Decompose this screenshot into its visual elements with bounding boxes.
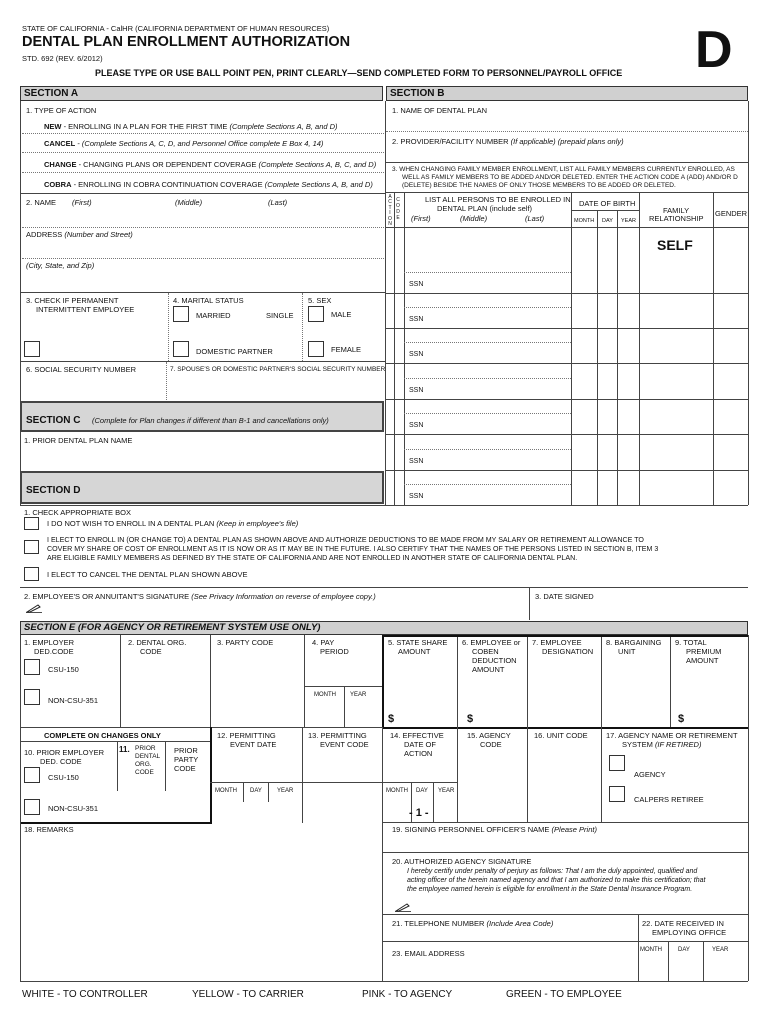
divider [20, 361, 385, 362]
signature-note: (See Privacy Information on reverse of employee copy.) [191, 592, 376, 601]
cert-line3: the employee named herein is eligible for enrollment in the State Dental Insurance Program. [407, 886, 693, 893]
f21-label: 21. TELEPHONE NUMBER [392, 919, 487, 928]
divider [22, 227, 384, 228]
marital-label: 4. MARITAL STATUS [173, 296, 244, 305]
f7-label: 7. EMPLOYEE [532, 638, 582, 647]
f12-year: YEAR [277, 788, 294, 794]
f22-day: DAY [678, 947, 690, 953]
row-line [385, 399, 748, 400]
divider [386, 131, 748, 132]
address-label: ADDRESS [26, 230, 63, 239]
frame-left [20, 821, 21, 981]
new-text: - ENROLLING IN A PLAN FOR THE FIRST TIME [61, 122, 230, 131]
thick-line [210, 727, 212, 823]
noncsu-checkbox[interactable] [24, 689, 40, 705]
ssn-row: SSN [409, 316, 424, 323]
divider [166, 362, 167, 400]
code-vertical [395, 197, 401, 221]
f4-year: YEAR [350, 692, 367, 698]
male-label: MALE [331, 310, 352, 319]
col-line [382, 822, 383, 981]
divider [168, 293, 169, 361]
type-of-action: 1. TYPE OF ACTION [26, 106, 97, 115]
divider [302, 293, 303, 361]
complete-changes: COMPLETE ON CHANGES ONLY [44, 731, 161, 740]
check-perm-label: 3. CHECK IF PERMANENT [26, 296, 119, 305]
action-vertical [387, 195, 393, 227]
pen-icon [395, 902, 411, 912]
f14-label: 14. EFFECTIVE [390, 731, 444, 740]
col-line [527, 727, 528, 823]
opt2-line3: ARE ELIGIBLE FAMILY MEMBERS AS DEFINED BY THE STATE OF CALIFORNIA AND ARE NOT ENROLLED IN ANOTHER STATE OF CALIFORNIA DENTAL PLAN. [47, 554, 578, 562]
col-line [597, 211, 598, 505]
divider [385, 192, 748, 193]
sex-label: 5. SEX [308, 296, 332, 305]
new-label: NEW [44, 122, 62, 131]
f22-label: 22. DATE RECEIVED IN [642, 919, 724, 928]
f20-label: 20. AUTHORIZED AGENCY SIGNATURE [392, 857, 532, 866]
col-line [210, 635, 211, 727]
self-label: SELF [657, 237, 693, 253]
opt3-text: I ELECT TO CANCEL THE DENTAL PLAN SHOWN ABOVE [47, 570, 248, 579]
ssn-row: SSN [409, 458, 424, 465]
col-line [382, 727, 383, 823]
col-line [457, 635, 458, 727]
section-c-title: SECTION C [26, 415, 81, 426]
col-line [638, 914, 639, 981]
dob-month: MONTH [574, 218, 595, 224]
f9-label2: PREMIUM [686, 647, 722, 656]
row-sep [404, 378, 571, 379]
cancel-plan-checkbox[interactable] [24, 567, 39, 581]
f1-label: 1. EMPLOYER [24, 638, 75, 647]
footer-pink: PINK - TO AGENCY [362, 989, 453, 1000]
f8-label2: UNIT [618, 647, 636, 656]
f17-note: (IF RETIRED) [654, 740, 702, 749]
f9-label3: AMOUNT [686, 656, 719, 665]
divider [433, 782, 434, 822]
section-c-note: (Complete for Plan changes if different than B-1 and cancellations only) [92, 416, 329, 425]
col-line [302, 727, 303, 823]
col-line [457, 727, 458, 823]
f3-label: 3. PARTY CODE [217, 638, 274, 647]
f10-label2: DED. CODE [40, 757, 82, 766]
change-note-3: (DELETE) BESIDE THE NAMES OF ONLY THOSE MEMBERS TO BE ADDED OR DELETED. [402, 182, 676, 189]
csu150-checkbox[interactable] [24, 659, 40, 675]
divider [382, 822, 748, 823]
f6-dollar: $ [467, 713, 474, 725]
f6-label2: COBEN [472, 647, 499, 656]
f15-label2: CODE [480, 740, 502, 749]
f5-label2: AMOUNT [398, 647, 431, 656]
change-note: (Complete Sections A, B, C, and D) [258, 160, 377, 169]
col-line [527, 635, 528, 727]
divider [382, 914, 748, 915]
col-line [639, 193, 640, 505]
row-sep [404, 342, 571, 343]
code-letter: E [396, 215, 400, 221]
code-letter: O [396, 203, 400, 209]
row-sep [404, 413, 571, 414]
action-letter: C [388, 199, 392, 206]
section-b-title: SECTION B [390, 88, 445, 99]
action-letter: A [388, 194, 392, 200]
ssn-row: SSN [409, 281, 424, 288]
change-label: CHANGE [44, 160, 77, 169]
spouse-ssn-label: 7. SPOUSE'S OR DOMESTIC PARTNER'S SOCIAL SECURITY NUMBER [170, 366, 386, 373]
divider [22, 152, 384, 153]
action-letter: I [389, 210, 391, 217]
ssn-label: 6. SOCIAL SECURITY NUMBER [26, 365, 137, 374]
name-middle: (Middle) [175, 198, 203, 207]
frame-left [20, 635, 21, 821]
married-checkbox[interactable] [173, 306, 189, 322]
ssn-row: SSN [409, 351, 424, 358]
divider [20, 505, 748, 506]
b-middle: (Middle) [460, 214, 488, 223]
divider [385, 227, 748, 228]
f12-label2: EVENT DATE [230, 740, 277, 749]
agency-checkbox[interactable] [609, 755, 625, 771]
footer-white: WHITE - TO CONTROLLER [22, 989, 148, 1000]
col-line [571, 193, 572, 505]
male-checkbox[interactable] [308, 306, 324, 322]
cert-line2: acting officer of the herein named agency and that I am authorized to make this certification; that [407, 877, 706, 884]
check-box-label: 1. CHECK APPROPRIATE BOX [24, 508, 131, 517]
pen-icon [26, 603, 42, 613]
row-line [385, 328, 748, 329]
col-line [404, 193, 405, 505]
f7-label2: DESIGNATION [542, 647, 594, 656]
row-sep [404, 272, 571, 273]
f23-label: 23. EMAIL ADDRESS [392, 949, 465, 958]
f12-month: MONTH [215, 788, 237, 794]
prior-csu150-label: CSU-150 [48, 773, 79, 782]
divider [385, 162, 748, 163]
no-enroll-checkbox[interactable] [24, 517, 39, 530]
divider [20, 587, 748, 588]
f6-label3: DEDUCTION [472, 656, 517, 665]
prior-party3: CODE [174, 764, 196, 773]
provider-label: 2. PROVIDER/FACILITY NUMBER [392, 137, 511, 146]
f6-label: 6. EMPLOYEE or [462, 638, 521, 647]
f4-label2: PERIOD [320, 647, 349, 656]
col-line [117, 741, 118, 791]
row-line [385, 293, 748, 294]
dob-label: DATE OF BIRTH [579, 199, 636, 208]
dob-year: YEAR [621, 218, 636, 224]
col-line [713, 193, 714, 505]
cobra-label: COBRA [44, 180, 72, 189]
code-letter: C [396, 197, 400, 203]
f22-month: MONTH [640, 947, 662, 953]
dob-day: DAY [602, 218, 613, 224]
cert-line1: I hereby certify under penalty of perjury as follows: That I am the duly appointed, qualified and [407, 868, 698, 875]
cancel-label: CANCEL [44, 139, 76, 148]
f5-dollar: $ [388, 713, 395, 725]
check-perm-label2: INTERMITTENT EMPLOYEE [36, 305, 135, 314]
f12-label: 12. PERMITTING [217, 731, 276, 740]
new-note: (Complete Sections A, B, and D) [229, 122, 338, 131]
f21-note: (Include Area Code) [486, 919, 554, 928]
f11-label4: CODE [135, 769, 154, 776]
thick-line [382, 727, 748, 729]
single-label: SINGLE [266, 311, 294, 320]
footer-yellow: YELLOW - TO CARRIER [192, 989, 304, 1000]
list-all-label: LIST ALL PERSONS TO BE ENROLLED IN [425, 195, 571, 204]
plan-name-label: 1. NAME OF DENTAL PLAN [392, 106, 488, 115]
divider [22, 258, 384, 259]
opt1-note: (Keep in employee's file) [216, 519, 299, 528]
divider [703, 941, 704, 981]
divider [304, 686, 382, 687]
female-checkbox[interactable] [308, 341, 324, 357]
row-sep [404, 449, 571, 450]
name-first: (First) [72, 198, 92, 207]
divider [668, 941, 669, 981]
divider [22, 172, 384, 173]
section-e-title: SECTION E (FOR AGENCY OR RETIREMENT SYSTEM USE ONLY) [24, 622, 321, 633]
opt1-text: I DO NOT WISH TO ENROLL IN A DENTAL PLAN [47, 519, 217, 528]
row-line [385, 434, 748, 435]
divider [344, 686, 345, 727]
f14-label3: ACTION [404, 749, 433, 758]
action-letter: T [388, 204, 392, 211]
divider [20, 981, 748, 982]
address-note: (Number and Street) [62, 230, 133, 239]
married-label: MARRIED [196, 311, 231, 320]
f8-label: 8. BARGAINING [606, 638, 662, 647]
row-sep [404, 307, 571, 308]
f19-label: 19. SIGNING PERSONNEL OFFICER'S NAME [392, 825, 552, 834]
opt2-line2: COVER MY SHARE OF COST OF ENROLLMENT AS IT IS NOW OR AS IT MAY BE IN THE FUTURE. I ALSO CERTIFY THAT THE NAMES OF THE PERSONS LISTED IN SECTION B, ITEM 3 [47, 545, 659, 553]
form-letter: D [695, 21, 733, 79]
divider [382, 941, 638, 942]
f4-label: 4. PAY [312, 638, 335, 647]
cancel-note: (Complete Sections A, C, D, and Personnel Office complete E Box 4, 14) [81, 139, 324, 148]
f13-label: 13. PERMITTING [308, 731, 367, 740]
f12-day: DAY [250, 788, 262, 794]
prior-noncsu-label: NON-CSU-351 [48, 804, 99, 813]
divider [382, 852, 748, 853]
divider [22, 133, 384, 134]
frame-right [748, 101, 749, 505]
f1-label2: DED.CODE [34, 647, 74, 656]
f13-label2: EVENT CODE [320, 740, 369, 749]
col-line [394, 193, 395, 505]
frame-left [20, 101, 21, 505]
calpers-label: CALPERS RETIREE [634, 795, 704, 804]
action-letter: O [388, 215, 392, 222]
family-label2: RELATIONSHIP [649, 214, 704, 223]
noncsu-label: NON-CSU-351 [48, 696, 99, 705]
elect-enroll-checkbox[interactable] [24, 540, 39, 554]
change-note-1: 3. WHEN CHANGING FAMILY MEMBER ENROLLMENT, LIST ALL FAMILY MEMBERS CURRENTLY ENROLLED, AS [392, 166, 735, 173]
name-label: 2. NAME [26, 198, 57, 207]
col-line [304, 635, 305, 727]
instruction: PLEASE TYPE OR USE BALL POINT PEN, PRINT CLEARLY—SEND COMPLETED FORM TO PERSONNEL/PAYROLL OFFICE [95, 68, 623, 78]
prior-csu150-checkbox[interactable] [24, 767, 40, 783]
section-d-bar [20, 471, 384, 504]
ssn-row: SSN [409, 387, 424, 394]
f22-label2: EMPLOYING OFFICE [652, 928, 727, 937]
f11-label3: ORG. [135, 761, 152, 768]
domestic-checkbox[interactable] [173, 341, 189, 357]
perm-intermittent-checkbox[interactable] [24, 341, 40, 357]
change-note-2: WELL AS FAMILY MEMBERS TO BE ADDED AND/OR DELETED. ENTER THE ACTION CODE A (ADD) AND/OR D [402, 174, 738, 181]
f22-year: YEAR [712, 947, 729, 953]
signature-label: 2. EMPLOYEE'S OR ANNUITANT'S SIGNATURE [24, 592, 192, 601]
section-b-bar [386, 86, 748, 101]
ssn-row: SSN [409, 422, 424, 429]
csu150-label: CSU-150 [48, 665, 79, 674]
footer-green: GREEN - TO EMPLOYEE [506, 989, 622, 1000]
thick-line [20, 822, 212, 824]
female-label: FEMALE [331, 345, 362, 354]
cancel-text: - [75, 139, 82, 148]
divider [529, 588, 530, 620]
one-marker: - 1 - [409, 807, 429, 819]
col-line [601, 727, 602, 823]
divider [382, 782, 457, 783]
f19-note: (Please Print) [551, 825, 597, 834]
f6-label4: AMOUNT [472, 665, 505, 674]
action-letter: N [388, 221, 392, 228]
f2-label: 2. DENTAL ORG. [128, 638, 187, 647]
prior-party: PRIOR [174, 746, 198, 755]
f2-label2: CODE [140, 647, 162, 656]
divider [20, 292, 385, 293]
divider [571, 210, 639, 211]
thick-line [382, 635, 384, 727]
cobra-text: - ENROLLING IN COBRA CONTINUATION COVERAGE [71, 180, 265, 189]
thick-line [382, 635, 748, 637]
section-e-bar [20, 621, 748, 635]
divider [20, 727, 382, 728]
ssn-row: SSN [409, 493, 424, 500]
f11-label2: DENTAL [135, 753, 161, 760]
new-checkbox[interactable] [28, 120, 38, 130]
cobra-note: (Complete Sections A, B, and D) [264, 180, 373, 189]
b-last: (Last) [525, 214, 545, 223]
section-a-title: SECTION A [24, 88, 79, 99]
list-all-label2: DENTAL PLAN (include self) [437, 204, 533, 213]
prior-noncsu-checkbox[interactable] [24, 799, 40, 815]
col-line [165, 741, 166, 791]
domestic-label: DOMESTIC PARTNER [196, 347, 273, 356]
b-first: (First) [411, 214, 431, 223]
prior-plan-label: 1. PRIOR DENTAL PLAN NAME [24, 436, 133, 445]
f14-day: DAY [416, 788, 428, 794]
section-d-title: SECTION D [26, 485, 81, 496]
prior-party2: PARTY [174, 755, 199, 764]
divider [268, 782, 269, 802]
f15-label: 15. AGENCY [467, 731, 511, 740]
section-c-bar [20, 401, 384, 432]
family-label: FAMILY [663, 206, 690, 215]
divider [20, 193, 385, 194]
section-a-bar [20, 86, 383, 101]
f4-month: MONTH [314, 692, 336, 698]
row-line [385, 470, 748, 471]
f11-num: 11. [119, 745, 130, 754]
agency-label: AGENCY [634, 770, 666, 779]
col-line [617, 211, 618, 505]
form-number: STD. 692 (REV. 6/2012) [22, 54, 103, 63]
f17-label2: SYSTEM [622, 740, 655, 749]
row-line [385, 363, 748, 364]
name-last: (Last) [268, 198, 288, 207]
provider-note: (If applicable) (prepaid plans only) [510, 137, 624, 146]
f16-label: 16. UNIT CODE [534, 731, 588, 740]
opt2-line1: I ELECT TO ENROLL IN (OR CHANGE TO) A DENTAL PLAN AS SHOWN ABOVE AND AUTHORIZE DEDUCTIONS TO BE MADE FROM MY SALARY OR RETIREMENT ALLOWANCE TO [47, 536, 644, 544]
calpers-checkbox[interactable] [609, 786, 625, 802]
agency-line: STATE OF CALIFORNIA - CalHR (CALIFORNIA DEPARTMENT OF HUMAN RESOURCES) [22, 24, 330, 33]
f10-label: 10. PRIOR EMPLOYER [24, 748, 105, 757]
divider [243, 782, 244, 802]
date-signed-label: 3. DATE SIGNED [535, 592, 594, 601]
f14-year: YEAR [438, 788, 455, 794]
divider [210, 782, 382, 783]
form-title: DENTAL PLAN ENROLLMENT AUTHORIZATION [22, 34, 351, 50]
city-label: (City, State, and Zip) [26, 261, 95, 270]
col-line [670, 635, 671, 727]
f14-month: MONTH [386, 788, 408, 794]
f5-label: 5. STATE SHARE [388, 638, 448, 647]
gender-label: GENDER [715, 209, 748, 218]
f14-label2: DATE OF [404, 740, 436, 749]
row-sep [404, 484, 571, 485]
f17-label: 17. AGENCY NAME OR RETIREMENT [606, 731, 738, 740]
divider [638, 941, 748, 942]
code-letter: D [396, 209, 400, 215]
change-text: - CHANGING PLANS OR DEPENDENT COVERAGE [76, 160, 259, 169]
frame-right [748, 635, 749, 981]
f9-label: 9. TOTAL [675, 638, 707, 647]
divider [20, 741, 210, 742]
col-line [120, 635, 121, 727]
f9-dollar: $ [678, 713, 685, 725]
remarks-label: 18. REMARKS [24, 825, 74, 834]
col-line [601, 635, 602, 727]
f11-label: PRIOR [135, 745, 156, 752]
